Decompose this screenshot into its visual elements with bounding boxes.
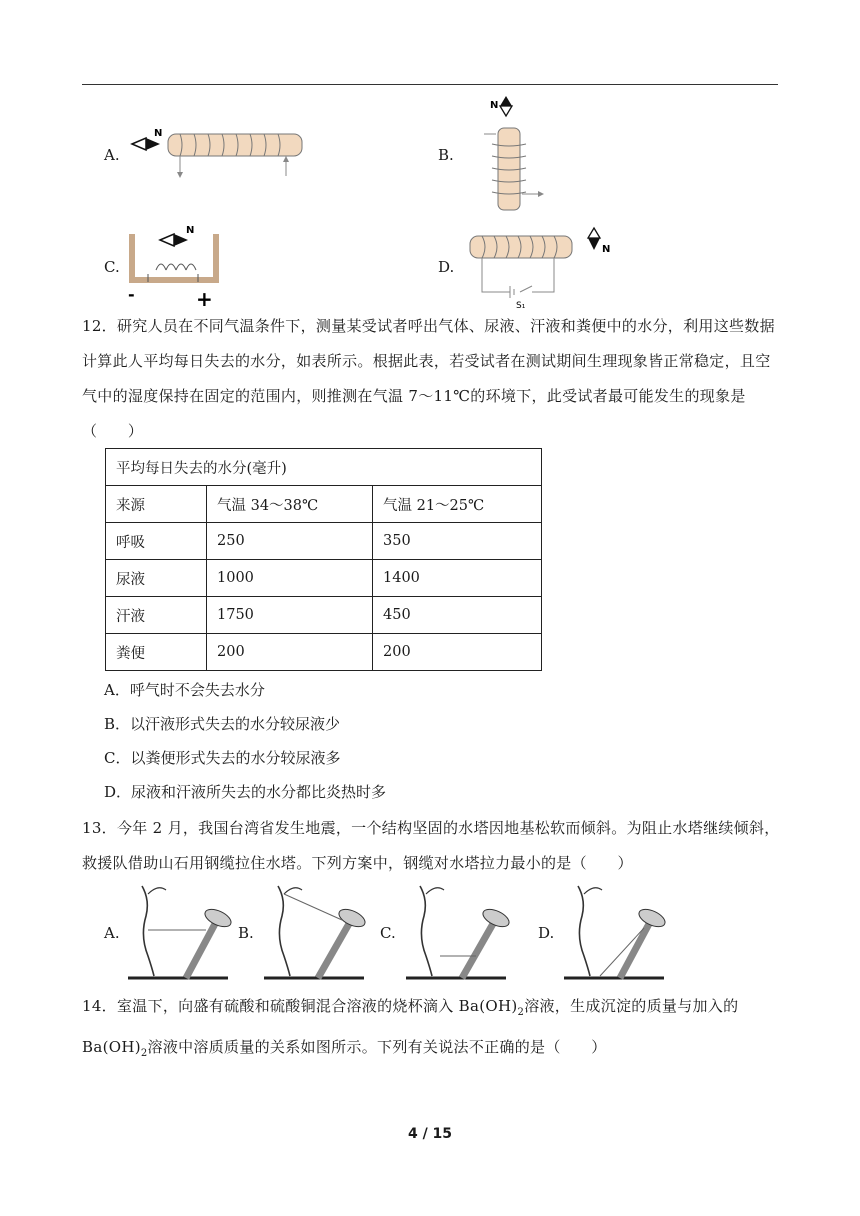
q12-option-a: A．呼气时不会失去水分 — [104, 681, 265, 699]
compass-needle-icon — [132, 138, 146, 150]
compass-needle-icon — [146, 138, 160, 150]
q13-option-d-label: D. — [538, 924, 555, 942]
svg-text:N: N — [154, 128, 163, 139]
table-row: 汗液 1750 450 — [106, 597, 542, 634]
q11-figure-b — [484, 94, 554, 216]
q13-stem: 13．今年 2 月，我国台湾省发生地震，一个结构坚固的水塔因地基松软而倾斜。为阻止水塔继续倾斜，救援队借助山石用钢缆拉住水塔。下列方案中，钢缆对水塔拉力最小的是（ ） — [82, 819, 780, 872]
q13-option-c-label: C. — [380, 924, 396, 942]
q12-option-b: B．以汗液形式失去的水分较尿液少 — [104, 715, 341, 733]
table-title: 平均每日失去的水分(毫升) — [106, 449, 542, 486]
q11-figure-c — [126, 200, 226, 308]
compass-needle-icon — [160, 234, 174, 246]
table-row: 尿液 1000 1400 — [106, 560, 542, 597]
q12-water-loss-table — [105, 448, 542, 671]
table-row: 粪便 200 200 — [106, 634, 542, 671]
q11-option-c-label: C. — [104, 258, 120, 276]
svg-text:N: N — [602, 244, 611, 255]
q14-stem: 14．室温下，向盛有硫酸和硫酸铜混合溶液的烧杯滴入 $Ba(OH)_2$溶液，生成沉淀的质量与加入的 $Ba(OH)_2$溶液中溶质质量的关系如图所示。下列有关说法不正确的是（ ） — [82, 997, 739, 1059]
q13-figure-d — [560, 876, 670, 984]
q11-option-d-label: D. — [438, 258, 455, 276]
compass-needle-icon — [500, 96, 512, 106]
q13-figure-a — [124, 880, 234, 984]
svg-text:N: N — [186, 225, 195, 236]
page-number: 4 / 15 — [407, 1126, 453, 1142]
q13-option-b-label: B. — [238, 924, 254, 942]
svg-text:-: - — [128, 285, 135, 304]
q12-option-d: D．尿液和汗液所失去的水分都比炎热时多 — [104, 783, 387, 801]
compass-needle-icon — [588, 228, 600, 238]
q11-option-b-label: B. — [438, 146, 454, 164]
svg-text:S₁: S₁ — [516, 301, 526, 308]
header-rule — [82, 84, 778, 85]
q13-option-a-label: A. — [104, 924, 120, 942]
q11-option-a-label: A. — [104, 146, 120, 164]
q13-figure-c — [402, 876, 512, 984]
svg-text:+: + — [196, 287, 213, 308]
q11-figure-a — [128, 122, 308, 184]
table-header-row: 来源 气温 34～38℃ 气温 21～25℃ — [106, 486, 542, 523]
q12-option-c: C．以粪便形式失去的水分较尿液多 — [104, 749, 341, 767]
svg-text:N: N — [490, 100, 499, 111]
q13-figure-b — [260, 876, 370, 984]
q11-figure-d — [462, 224, 618, 308]
table-row: 呼吸 250 350 — [106, 523, 542, 560]
q12-stem: 12．研究人员在不同气温条件下，测量某受试者呼出气体、尿液、汗液和粪便中的水分，利用这些数据计算此人平均每日失去的水分，如表所示。根据此表，若受试者在测试期间生理现象皆正常稳定，且空气中的湿度保持在固定的范围内，则推测在气温 7～11℃的环境下，此受试者最可能发生的现象是（ ） — [82, 317, 775, 440]
